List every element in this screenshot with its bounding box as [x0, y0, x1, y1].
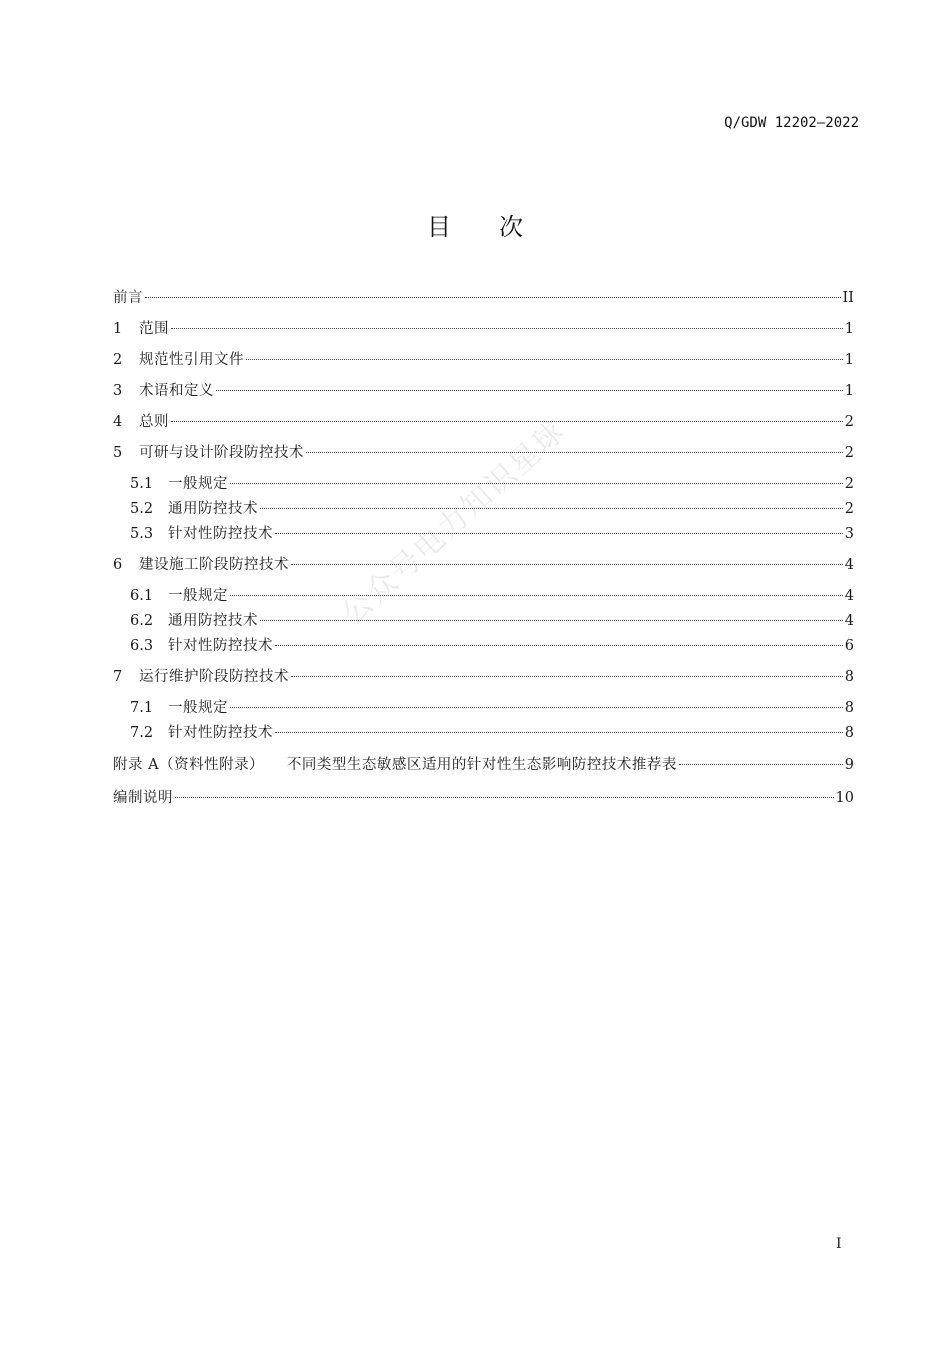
- toc-entry-number: 2: [113, 352, 123, 368]
- dot-leader: [175, 797, 834, 798]
- toc-entry-page: 4: [844, 613, 854, 629]
- toc-entry[interactable]: [130, 635, 854, 657]
- dot-leader: [260, 508, 843, 509]
- watermark: 公众号电力知识星球: [335, 413, 573, 632]
- toc-entry[interactable]: [130, 523, 854, 545]
- toc-entry-page: II: [842, 290, 854, 306]
- toc-entry-number: 6.2: [130, 613, 154, 629]
- toc-entry-label: 编制说明: [113, 790, 173, 806]
- page-title: [0, 207, 950, 242]
- toc-entry-page: 8: [844, 669, 854, 685]
- toc-entry[interactable]: [113, 411, 854, 433]
- dot-leader: [145, 297, 841, 298]
- toc-entry-label: 运行维护阶段防控技术: [139, 669, 289, 685]
- toc-entry-number: 7.2: [130, 725, 154, 741]
- toc-entry-page: 2: [844, 476, 854, 492]
- toc-entry[interactable]: [113, 318, 854, 340]
- toc-entry-number: 6.1: [130, 588, 154, 604]
- toc-entry-label: 针对性防控技术: [168, 638, 273, 654]
- toc-entry-label: 针对性防控技术: [168, 725, 273, 741]
- toc-entry-label: 一般规定: [168, 700, 228, 716]
- toc-entry-page: 10: [835, 790, 854, 806]
- toc-entry-page: 8: [844, 725, 854, 741]
- toc-entry-label: 可研与设计阶段防控技术: [139, 445, 304, 461]
- toc-entry-label: 术语和定义: [139, 383, 214, 399]
- toc-entry[interactable]: [113, 380, 854, 402]
- toc-entry-number: 3: [113, 383, 123, 399]
- toc-entry-number: 5.3: [130, 526, 154, 542]
- dot-leader: [275, 645, 843, 646]
- toc-entry-label: 前言: [113, 290, 143, 306]
- dot-leader: [216, 390, 843, 391]
- toc-entry[interactable]: [130, 610, 854, 632]
- toc-entry-page: 2: [844, 414, 854, 430]
- toc-entry-number: 4: [113, 414, 123, 430]
- toc-entry-label: 通用防控技术: [168, 501, 258, 517]
- dot-leader: [291, 676, 843, 677]
- toc-entry-label: 一般规定: [168, 588, 228, 604]
- toc-entry-label: 规范性引用文件: [139, 352, 244, 368]
- toc-entry-page: 8: [844, 700, 854, 716]
- toc-entry-page: 1: [844, 321, 854, 337]
- toc-entry-label: 建设施工阶段防控技术: [139, 557, 289, 573]
- dot-leader: [679, 764, 843, 765]
- toc-entry[interactable]: [113, 754, 854, 776]
- dot-leader: [246, 359, 843, 360]
- toc-entry-label: 附录 A（资料性附录） 不同类型生态敏感区适用的针对性生态影响防控技术推荐表: [113, 757, 677, 773]
- toc-entry-number: 6.3: [130, 638, 154, 654]
- toc-entry[interactable]: [113, 349, 854, 371]
- toc-entry[interactable]: [130, 722, 854, 744]
- toc-entry-number: 5.2: [130, 501, 154, 517]
- toc-entry-number: 7.1: [130, 700, 154, 716]
- toc-entry-number: 5: [113, 445, 123, 461]
- toc-entry[interactable]: [113, 666, 854, 688]
- dot-leader: [275, 732, 843, 733]
- toc-entry-label: 一般规定: [168, 476, 228, 492]
- toc-entry-page: 4: [844, 557, 854, 573]
- toc-entry[interactable]: [113, 554, 854, 576]
- toc-entry-page: 1: [844, 352, 854, 368]
- toc-entry[interactable]: [113, 287, 854, 309]
- toc-entry-number: 5.1: [130, 476, 154, 492]
- dot-leader: [230, 707, 843, 708]
- toc-entry-page: 9: [844, 757, 854, 773]
- title-char-2: 次: [499, 213, 523, 241]
- toc-entry-number: 7: [113, 669, 123, 685]
- dot-leader: [230, 595, 843, 596]
- toc-entry-page: 2: [844, 445, 854, 461]
- toc-entry-number: 1: [113, 321, 123, 337]
- toc-entry-page: 3: [844, 526, 854, 542]
- toc-entry-label: 通用防控技术: [168, 613, 258, 629]
- page-number: I: [836, 1236, 842, 1252]
- standard-code: Q/GDW 12202—2022: [724, 115, 859, 131]
- toc-entry-label: 范围: [139, 321, 169, 337]
- title-char-1: 目: [427, 213, 451, 241]
- dot-leader: [306, 452, 843, 453]
- toc-entry[interactable]: [113, 787, 854, 809]
- toc-entry-number: 6: [113, 557, 123, 573]
- dot-leader: [171, 328, 843, 329]
- toc-entry-page: 4: [844, 588, 854, 604]
- dot-leader: [230, 483, 843, 484]
- toc-entry-page: 1: [844, 383, 854, 399]
- toc-entry[interactable]: [130, 585, 854, 607]
- dot-leader: [171, 421, 843, 422]
- toc-entry[interactable]: [130, 697, 854, 719]
- toc-entry-label: 总则: [139, 414, 169, 430]
- toc-entry-page: 6: [844, 638, 854, 654]
- toc-entry-page: 2: [844, 501, 854, 517]
- toc-entry-label: 针对性防控技术: [168, 526, 273, 542]
- dot-leader: [275, 533, 843, 534]
